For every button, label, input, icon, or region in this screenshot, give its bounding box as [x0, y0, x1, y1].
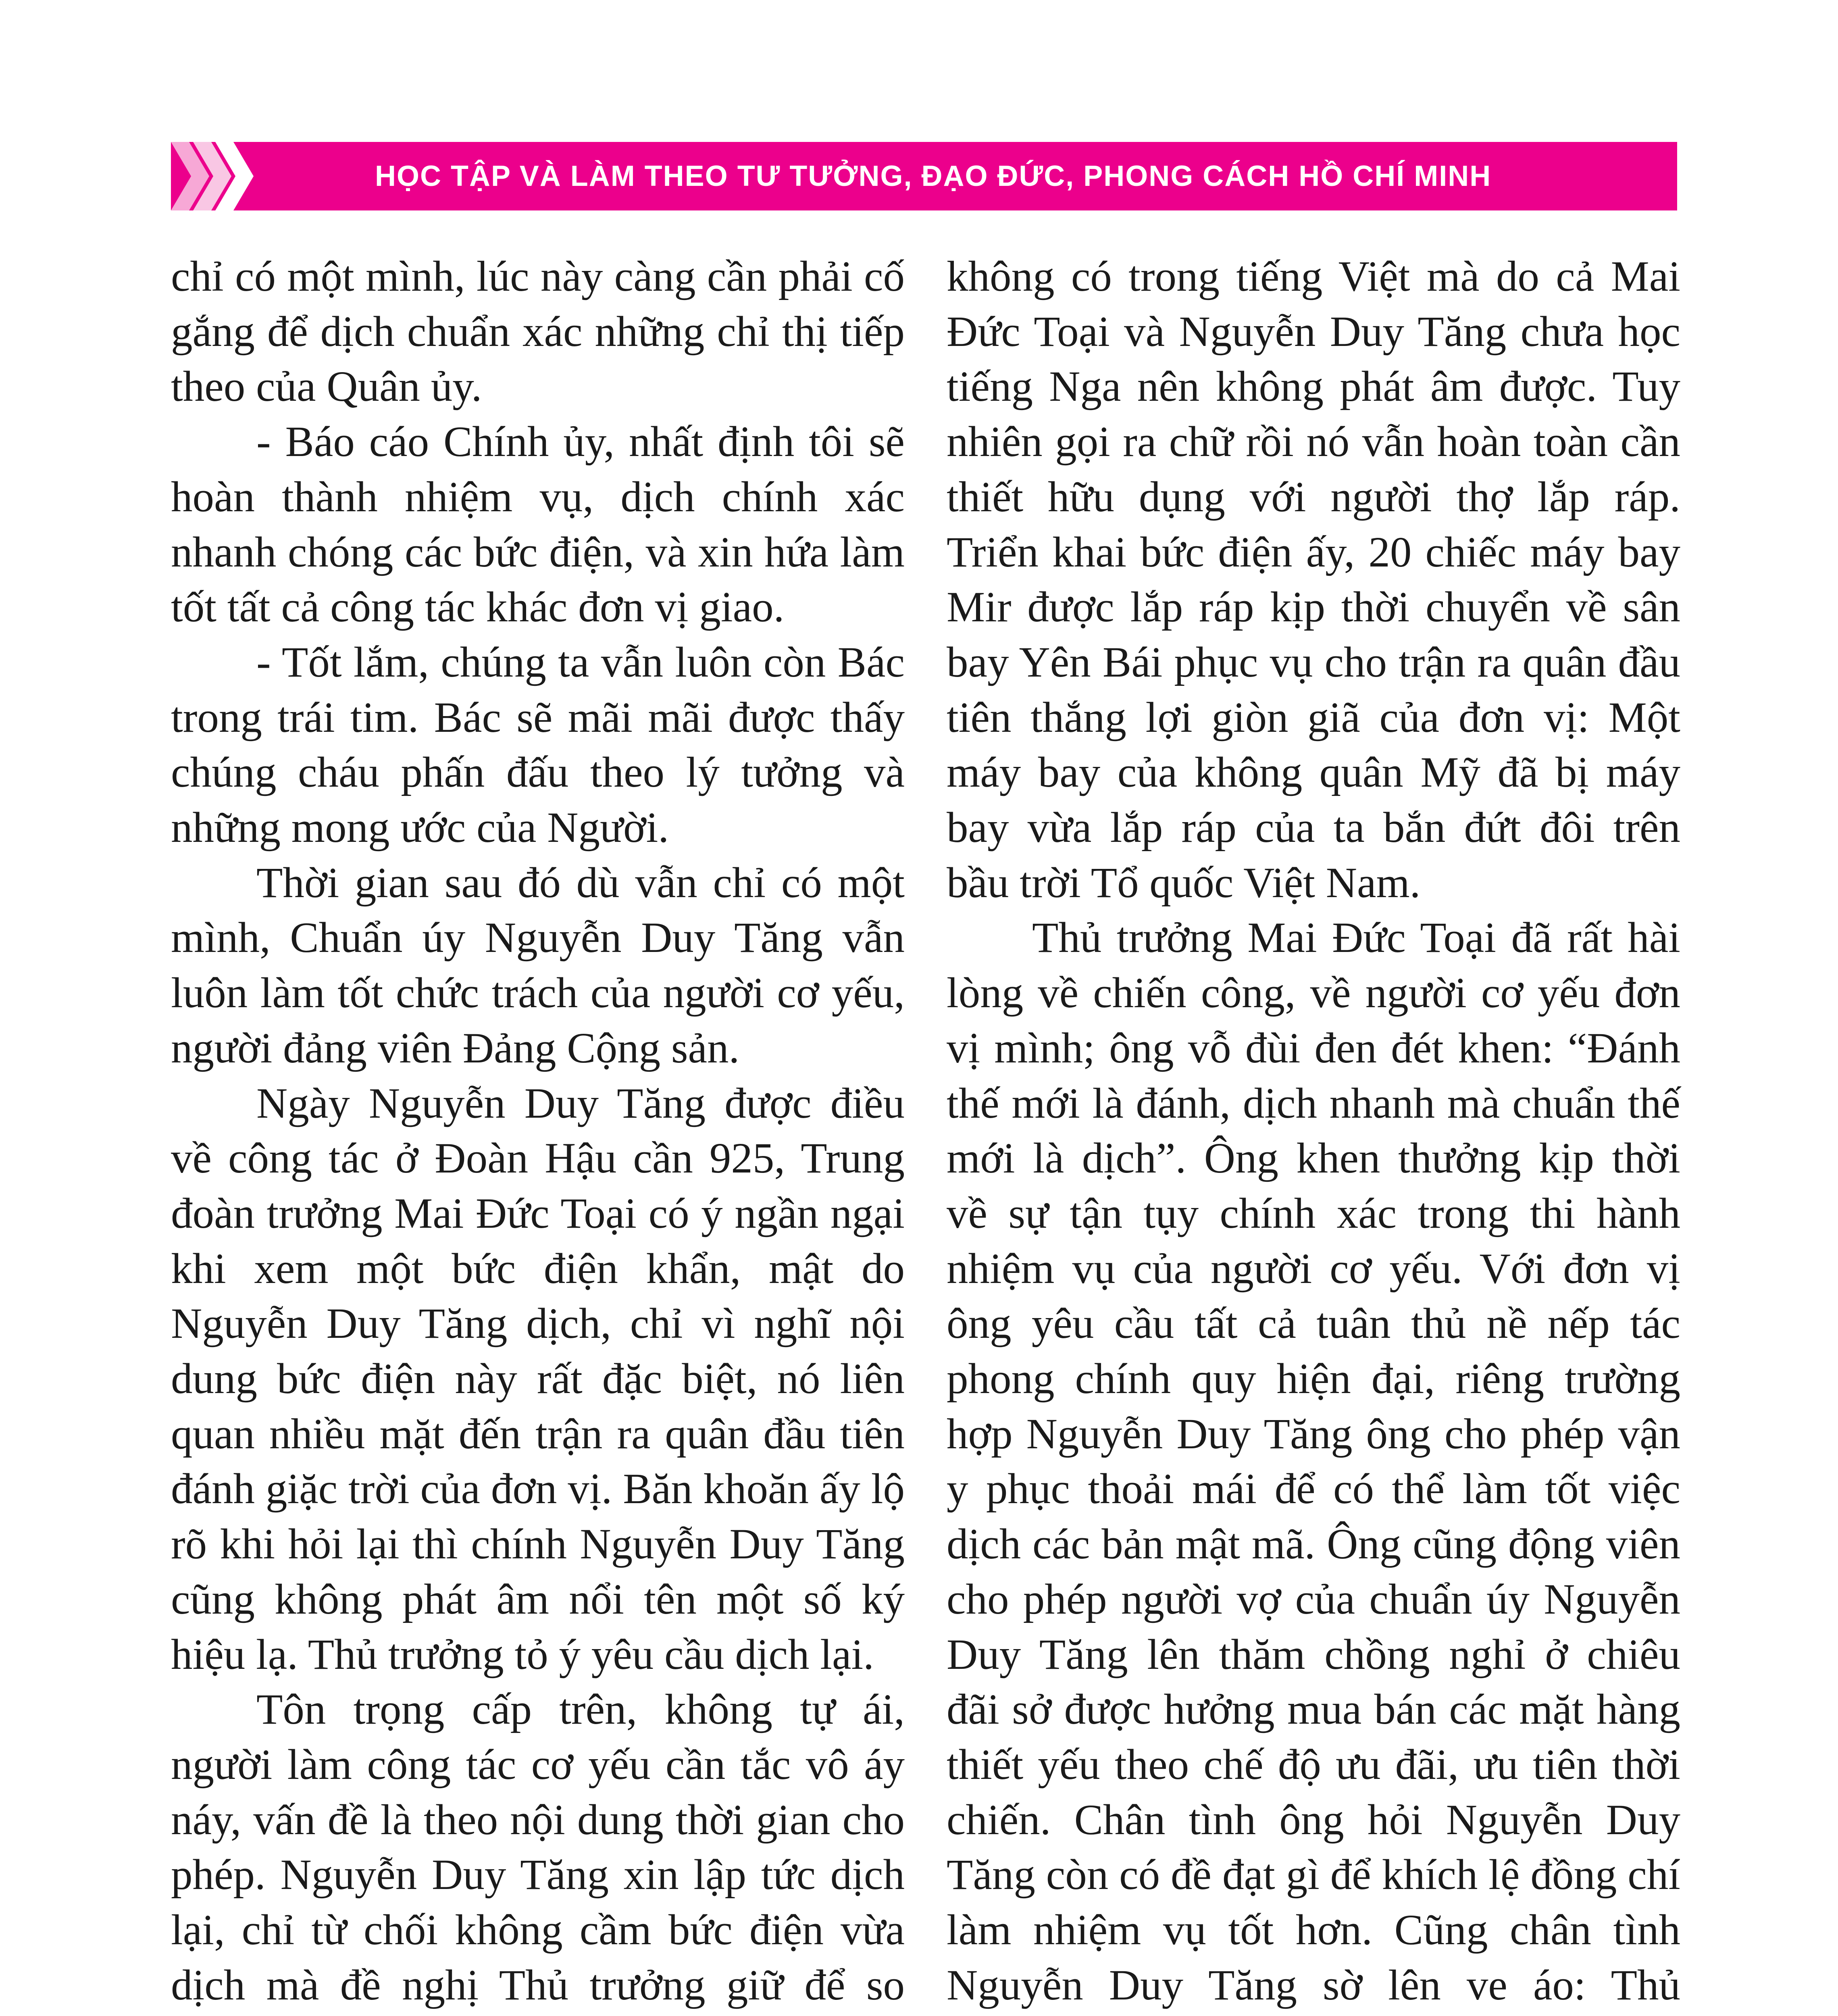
- paragraph: Thời gian sau đó dù vẫn chỉ có một mình, Chuẩn úy Nguyễn Duy Tăng vẫn luôn làm tốt chức trách của người cơ yếu, người đảng viên Đảng Cộng sản.: [171, 859, 905, 1072]
- paragraph: Thủ trưởng Mai Đức Toại đã rất hài lòng về chiến công, về người cơ yếu đơn vị mình; ông vỗ đùi đen đét khen: “Đánh thế mới là đánh, dịch nhanh mà chuẩn thế mới là dịch”. Ông khen thưởng kịp thời về sự tận tụy chính xác trong thi hành nhiệm vụ của người cơ yếu. Với đơn vị ông yêu cầu tất cả tuân thủ nề nếp tác phong chính quy hiện đại, riêng trường hợp Nguyễn Duy Tăng ông cho phép vận y phục thoải mái để có thể làm tốt việc dịch các bản mật mã. Ông cũng động viên cho phép người vợ của chuẩn úy Nguyễn Duy Tăng lên thăm chồng nghỉ ở chiêu đãi sở được hưởng mua bán các mặt hàng thiết yếu theo chế độ ưu đãi, ưu tiên thời chiến. Chân tình ông hỏi Nguyễn Duy Tăng còn có đề đạt gì để khích lệ đồng chí làm nhiệm vụ tốt hơn. Cũng chân tình Nguyễn Duy Tăng sờ lên ve áo: Thủ: [947, 914, 1680, 2009]
- left-text-column: [171, 249, 905, 2016]
- paragraph: Tôn trọng cấp trên, không tự ái, người làm công tác cơ yếu cần tắc vô áy náy, vấn đề là theo nội dung thời gian cho phép. Nguyễn Duy Tăng xin lập tức dịch lại, chỉ từ chối không cầm bức điện vừa dịch mà đề nghị Thủ trưởng giữ để so: [171, 1686, 905, 2009]
- paragraph: - Báo cáo Chính ủy, nhất định tôi sẽ hoàn thành nhiệm vụ, dịch chính xác nhanh chóng các bức điện, và xin hứa làm tốt tất cả công tác khác đơn vị giao.: [171, 418, 905, 631]
- paragraph: chỉ có một mình, lúc này càng cần phải cố gắng để dịch chuẩn xác những chỉ thị tiếp theo của Quân ủy.: [171, 253, 905, 411]
- chevron-arrows-icon: [171, 142, 272, 210]
- right-text-column: [947, 249, 1680, 2016]
- paragraph: Ngày Nguyễn Duy Tăng được điều về công tác ở Đoàn Hậu cần 925, Trung đoàn trưởng Mai Đức Toại có ý ngần ngại khi xem một bức điện khẩn, mật do Nguyễn Duy Tăng dịch, chỉ vì nghĩ nội dung bức điện này rất đặc biệt, nó liên quan nhiều mặt đến trận ra quân đầu tiên đánh giặc trời của đơn vị. Băn khoăn ấy lộ rõ khi hỏi lại thì chính Nguyễn Duy Tăng cũng không phát âm nổi tên một số ký hiệu lạ. Thủ trưởng tỏ ý yêu cầu dịch lại.: [171, 1079, 905, 1679]
- paragraph: không có trong tiếng Việt mà do cả Mai Đức Toại và Nguyễn Duy Tăng chưa học tiếng Nga nên không phát âm được. Tuy nhiên gọi ra chữ rồi nó vẫn hoàn toàn cần thiết hữu dụng với người thợ lắp ráp. Triển khai bức điện ấy, 20 chiếc máy bay Mir được lắp ráp kịp thời chuyển về sân bay Yên Bái phục vụ cho trận ra quân đầu tiên thắng lợi giòn giã của đơn vị: Một máy bay của không quân Mỹ đã bị máy bay vừa lắp ráp của ta bắn đứt đôi trên bầu trời Tổ quốc Việt Nam.: [947, 253, 1680, 907]
- section-title: HỌC TẬP VÀ LÀM THEO TƯ TƯỞNG, ĐẠO ĐỨC, PHONG CÁCH HỒ CHÍ MINH: [375, 160, 1492, 192]
- paragraph: - Tốt lắm, chúng ta vẫn luôn còn Bác trong trái tim. Bác sẽ mãi mãi được thấy chúng cháu phấn đấu theo lý tưởng và những mong ước của Người.: [171, 638, 905, 852]
